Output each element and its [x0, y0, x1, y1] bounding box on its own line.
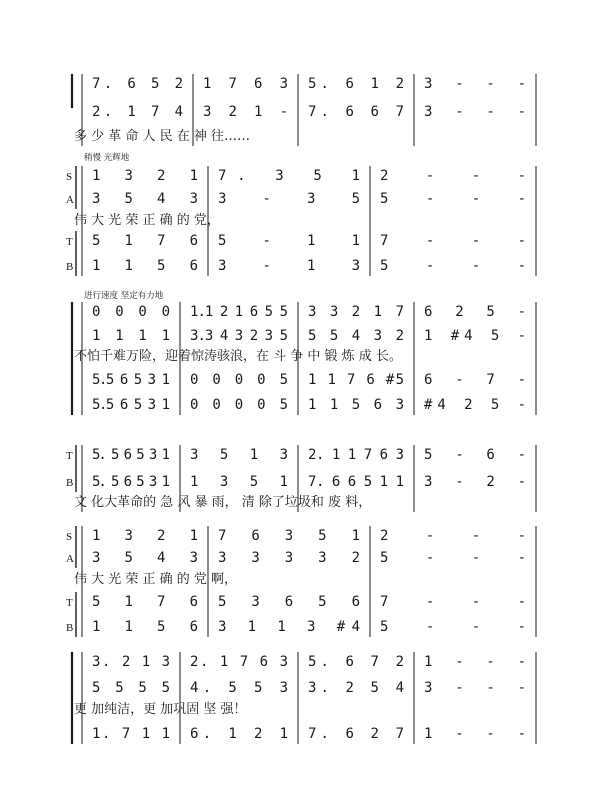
measure: 5. 5 6 5 3 1 — [92, 474, 170, 490]
measure: 3.3 4 3 2 3 5 — [190, 328, 288, 344]
lyric-line: 文 化大革命的 急 风 暴 雨， 清 除了垃圾和 废 料， — [74, 495, 372, 510]
measure: 1 1 5 6 — [92, 258, 198, 274]
part-label: B — [66, 261, 74, 273]
measure: 7. 6 2 7 — [308, 726, 404, 742]
part-label: T — [66, 597, 73, 609]
measure: 3 5 1 3 — [190, 447, 288, 463]
tempo-direction: 稍慢 光辉地 — [84, 153, 130, 163]
measure: 1. 7 1 1 — [92, 726, 170, 742]
part-label: B — [66, 477, 74, 489]
measure: 3 5 4 3 — [92, 550, 198, 566]
measure: 1 3 5 1 — [190, 474, 288, 490]
measure: #4 2 5 - — [424, 397, 526, 413]
tempo-direction: 进行速度 坚定有力地 — [84, 291, 164, 301]
measure: 0 0 0 0 — [92, 304, 170, 320]
measure: 3 2 1 - — [203, 104, 288, 120]
measure: 3 - - - — [424, 104, 526, 120]
lyric-line: 伟 大 光 荣 正 确 的 党， — [74, 213, 220, 228]
part-label: T — [66, 450, 73, 462]
measure: 3 - - - — [424, 76, 526, 92]
measure: 1 3 2 1 — [92, 168, 198, 184]
part-label: A — [66, 553, 74, 565]
measure: 0 0 0 0 5 — [190, 397, 288, 413]
measure: 5 - 6 - — [424, 447, 526, 463]
measure: 7 - - - — [380, 594, 526, 610]
measure: 3 1 1 3 #4 — [218, 619, 360, 635]
measure: 1 7 6 3 — [203, 76, 288, 92]
measure: 3 - 1 3 — [218, 258, 360, 274]
lyric-line: 不怕千难万险，迎着惊涛骇浪，在 斗 争 中 锻 炼 成 长。 — [74, 349, 402, 364]
measure: 2 - - - — [380, 528, 526, 544]
measure: 2. 1 1 7 6 3 — [308, 447, 404, 463]
measure: 5. 5 6 5 3 1 — [92, 447, 170, 463]
measure: 5 1 7 6 — [92, 594, 198, 610]
measure: 1.1 2 1 6 5 5 — [190, 304, 288, 320]
measure: 1 3 2 1 — [92, 528, 198, 544]
measure: 5 - 1 1 — [218, 233, 360, 249]
measure: 7. 6 6 5 1 1 — [308, 474, 404, 490]
measure: 1 1 7 6 #5 — [308, 372, 404, 388]
measure: 5 3 6 5 6 — [218, 594, 360, 610]
measure: 5 - - - — [380, 258, 526, 274]
measure: 5 5 4 3 2 — [308, 328, 404, 344]
part-label: B — [66, 622, 74, 634]
lyric-line: 更 加纯洁，更 加巩固 坚 强！ — [74, 702, 247, 717]
measure: 3 3 3 3 2 — [218, 550, 360, 566]
measure: 3 - 2 - — [424, 474, 526, 490]
part-label: A — [66, 194, 74, 206]
measure: 3 5 4 3 — [92, 191, 198, 207]
measure: 4. 5 5 3 — [190, 680, 288, 696]
measure: 1 1 1 1 — [92, 328, 170, 344]
lyric-line: 多 少 革 命 人 民 在 神 往…… — [74, 129, 251, 144]
measure: 7 6 3 5 1 — [218, 528, 360, 544]
measure: 3. 2 1 3 — [92, 654, 170, 670]
measure: 7. 3 5 1 — [218, 168, 360, 184]
lyric-line: 伟 大 光 荣 正 确 的 党 啊， — [74, 572, 238, 587]
measure: 5. 6 7 2 — [308, 654, 404, 670]
part-label: S — [66, 171, 73, 183]
measure: 7 - - - — [380, 233, 526, 249]
measure: 5.5 6 5 3 1 — [92, 397, 170, 413]
measure: 3 3 2 1 7 — [308, 304, 404, 320]
measure: 3 - 3 5 — [218, 191, 360, 207]
measure: 3. 2 5 4 — [308, 680, 404, 696]
measure: 2. 1 7 6 3 — [190, 654, 288, 670]
measure: 5 - - - — [380, 550, 526, 566]
measure: 1 1 5 6 3 — [308, 397, 404, 413]
measure: 5. 6 1 2 — [308, 76, 404, 92]
measure: 5.5 6 5 3 1 — [92, 372, 170, 388]
measure: 7. 6 6 7 — [308, 104, 404, 120]
measure: 3 - - - — [424, 680, 526, 696]
measure: 1 1 5 6 — [92, 619, 198, 635]
measure: 2 - - - — [380, 168, 526, 184]
measure: 1 - - - — [424, 654, 526, 670]
measure: 0 0 0 0 5 — [190, 372, 288, 388]
measure: 6 - 7 - — [424, 372, 526, 388]
measure: 7. 6 5 2 — [92, 76, 183, 92]
measure: 5 - - - — [380, 619, 526, 635]
measure: 6. 1 2 1 — [190, 726, 288, 742]
measure: 6 2 5 - — [424, 304, 526, 320]
measure: 5 1 7 6 — [92, 233, 198, 249]
part-label: T — [66, 236, 73, 248]
measure: 5 5 5 5 — [92, 680, 170, 696]
part-label: S — [66, 531, 73, 543]
measure: 1 - - - — [424, 726, 526, 742]
measure: 1 #4 5 - — [424, 328, 526, 344]
measure: 5 - - - — [380, 191, 526, 207]
measure: 2. 1 7 4 — [92, 104, 183, 120]
